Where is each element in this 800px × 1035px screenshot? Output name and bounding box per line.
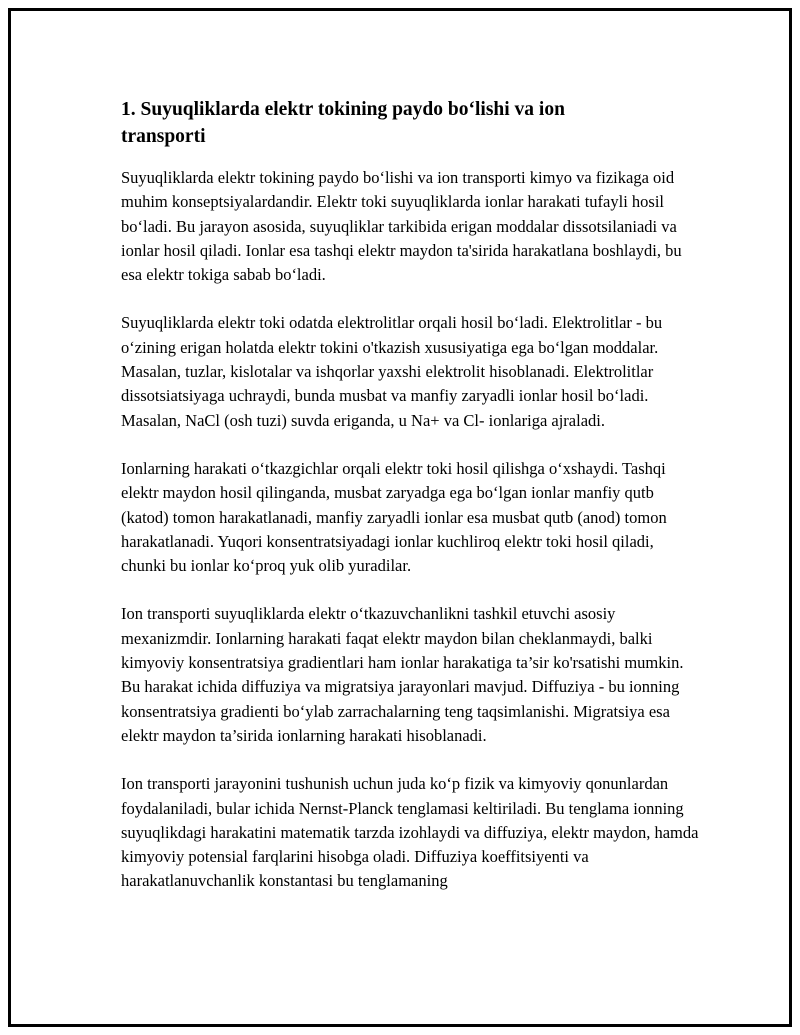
section-heading: 1. Suyuqliklarda elektr tokining paydo boʻlishi va ion transporti (121, 99, 565, 147)
paragraph-2: Suyuqliklarda elektr toki odatda elektrolitlar orqali hosil bo‘ladi. Elektrolitlar - bu o‘zining erigan holatda elektr tokini o'tkazish xususiyatiga ega bo‘lgan moddalar. Masalan, tuzlar, kislotalar va ishqorlar yaxshi elektrolit hisoblanadi. Elektrolitlar dissotsiatsiyaga uchraydi, bunda musbat va manfiy zaryadli ionlar hosil bo‘ladi. Masalan, NaCl (osh tuzi) suvda eriganda, u Na+ va Cl- ionlariga ajraladi. (121, 313, 663, 430)
document-body (121, 96, 701, 918)
page (8, 8, 792, 1027)
paragraph-1: Suyuqliklarda elektr tokining paydo bo‘lishi va ion transporti kimyo va fizikaga oid muhim konseptsiyalardandir. Elektr toki suyuqliklarda ionlar harakati tufayli hosil bo‘ladi. Bu jarayon asosida, suyuqliklar tarkibida erigan moddalar dissotsilaniadi va ionlar hosil qiladi. Ionlar esa tashqi elektr maydon ta'sirida harakatlana boshlaydi, bu esa elektr tokiga sabab bo‘ladi. (121, 168, 682, 285)
paragraph-4: Ion transporti suyuqliklarda elektr o‘tkazuvchanlikni tashkil etuvchi asosiy mexanizmdir. Ionlarning harakati faqat elektr maydon bilan cheklanmaydi, balki kimyoviy konsentratsiya gradientlari ham ionlar harakatiga ta’sir ko'rsatishi mumkin. Bu harakat ichida diffuziya va migratsiya jarayonlari mavjud. Diffuziya - bu ionning konsentratsiya gradienti bo‘ylab zarrachalarning teng taqsimlanishi. Migratsiya esa elektr maydon ta’sirida ionlarning harakati hisoblanadi. (121, 604, 684, 745)
paragraph-3: Ionlarning harakati o‘tkazgichlar orqali elektr toki hosil qilishga o‘xshaydi. Tashqi elektr maydon hosil qilinganda, musbat zaryadga ega bo‘lgan ionlar manfiy qutb (katod) tomon harakatlanadi, manfiy zaryadli ionlar esa musbat qutb (anod) tomon harakatlanadi. Yuqori konsentratsiyadagi ionlar kuchliroq elektr toki hosil qiladi, chunki bu ionlar ko‘proq yuk olib yuradilar. (121, 458, 667, 576)
paragraph-5: Ion transporti jarayonini tushunish uchun juda ko‘p fizik va kimyoviy qonunlardan foydalaniladi, bular ichida Nernst-Planck tenglamasi keltiriladi. Bu tenglama ionning suyuqlikdagi harakatini matematik tarzda izohlaydi va diffuziya, elektr maydon, hamda kimyoviy potensial farqlarini hisobga oladi. Diffuziya koeffitsiyenti va harakatlanuvchanlik konstantasi bu tenglamaning (121, 774, 699, 891)
